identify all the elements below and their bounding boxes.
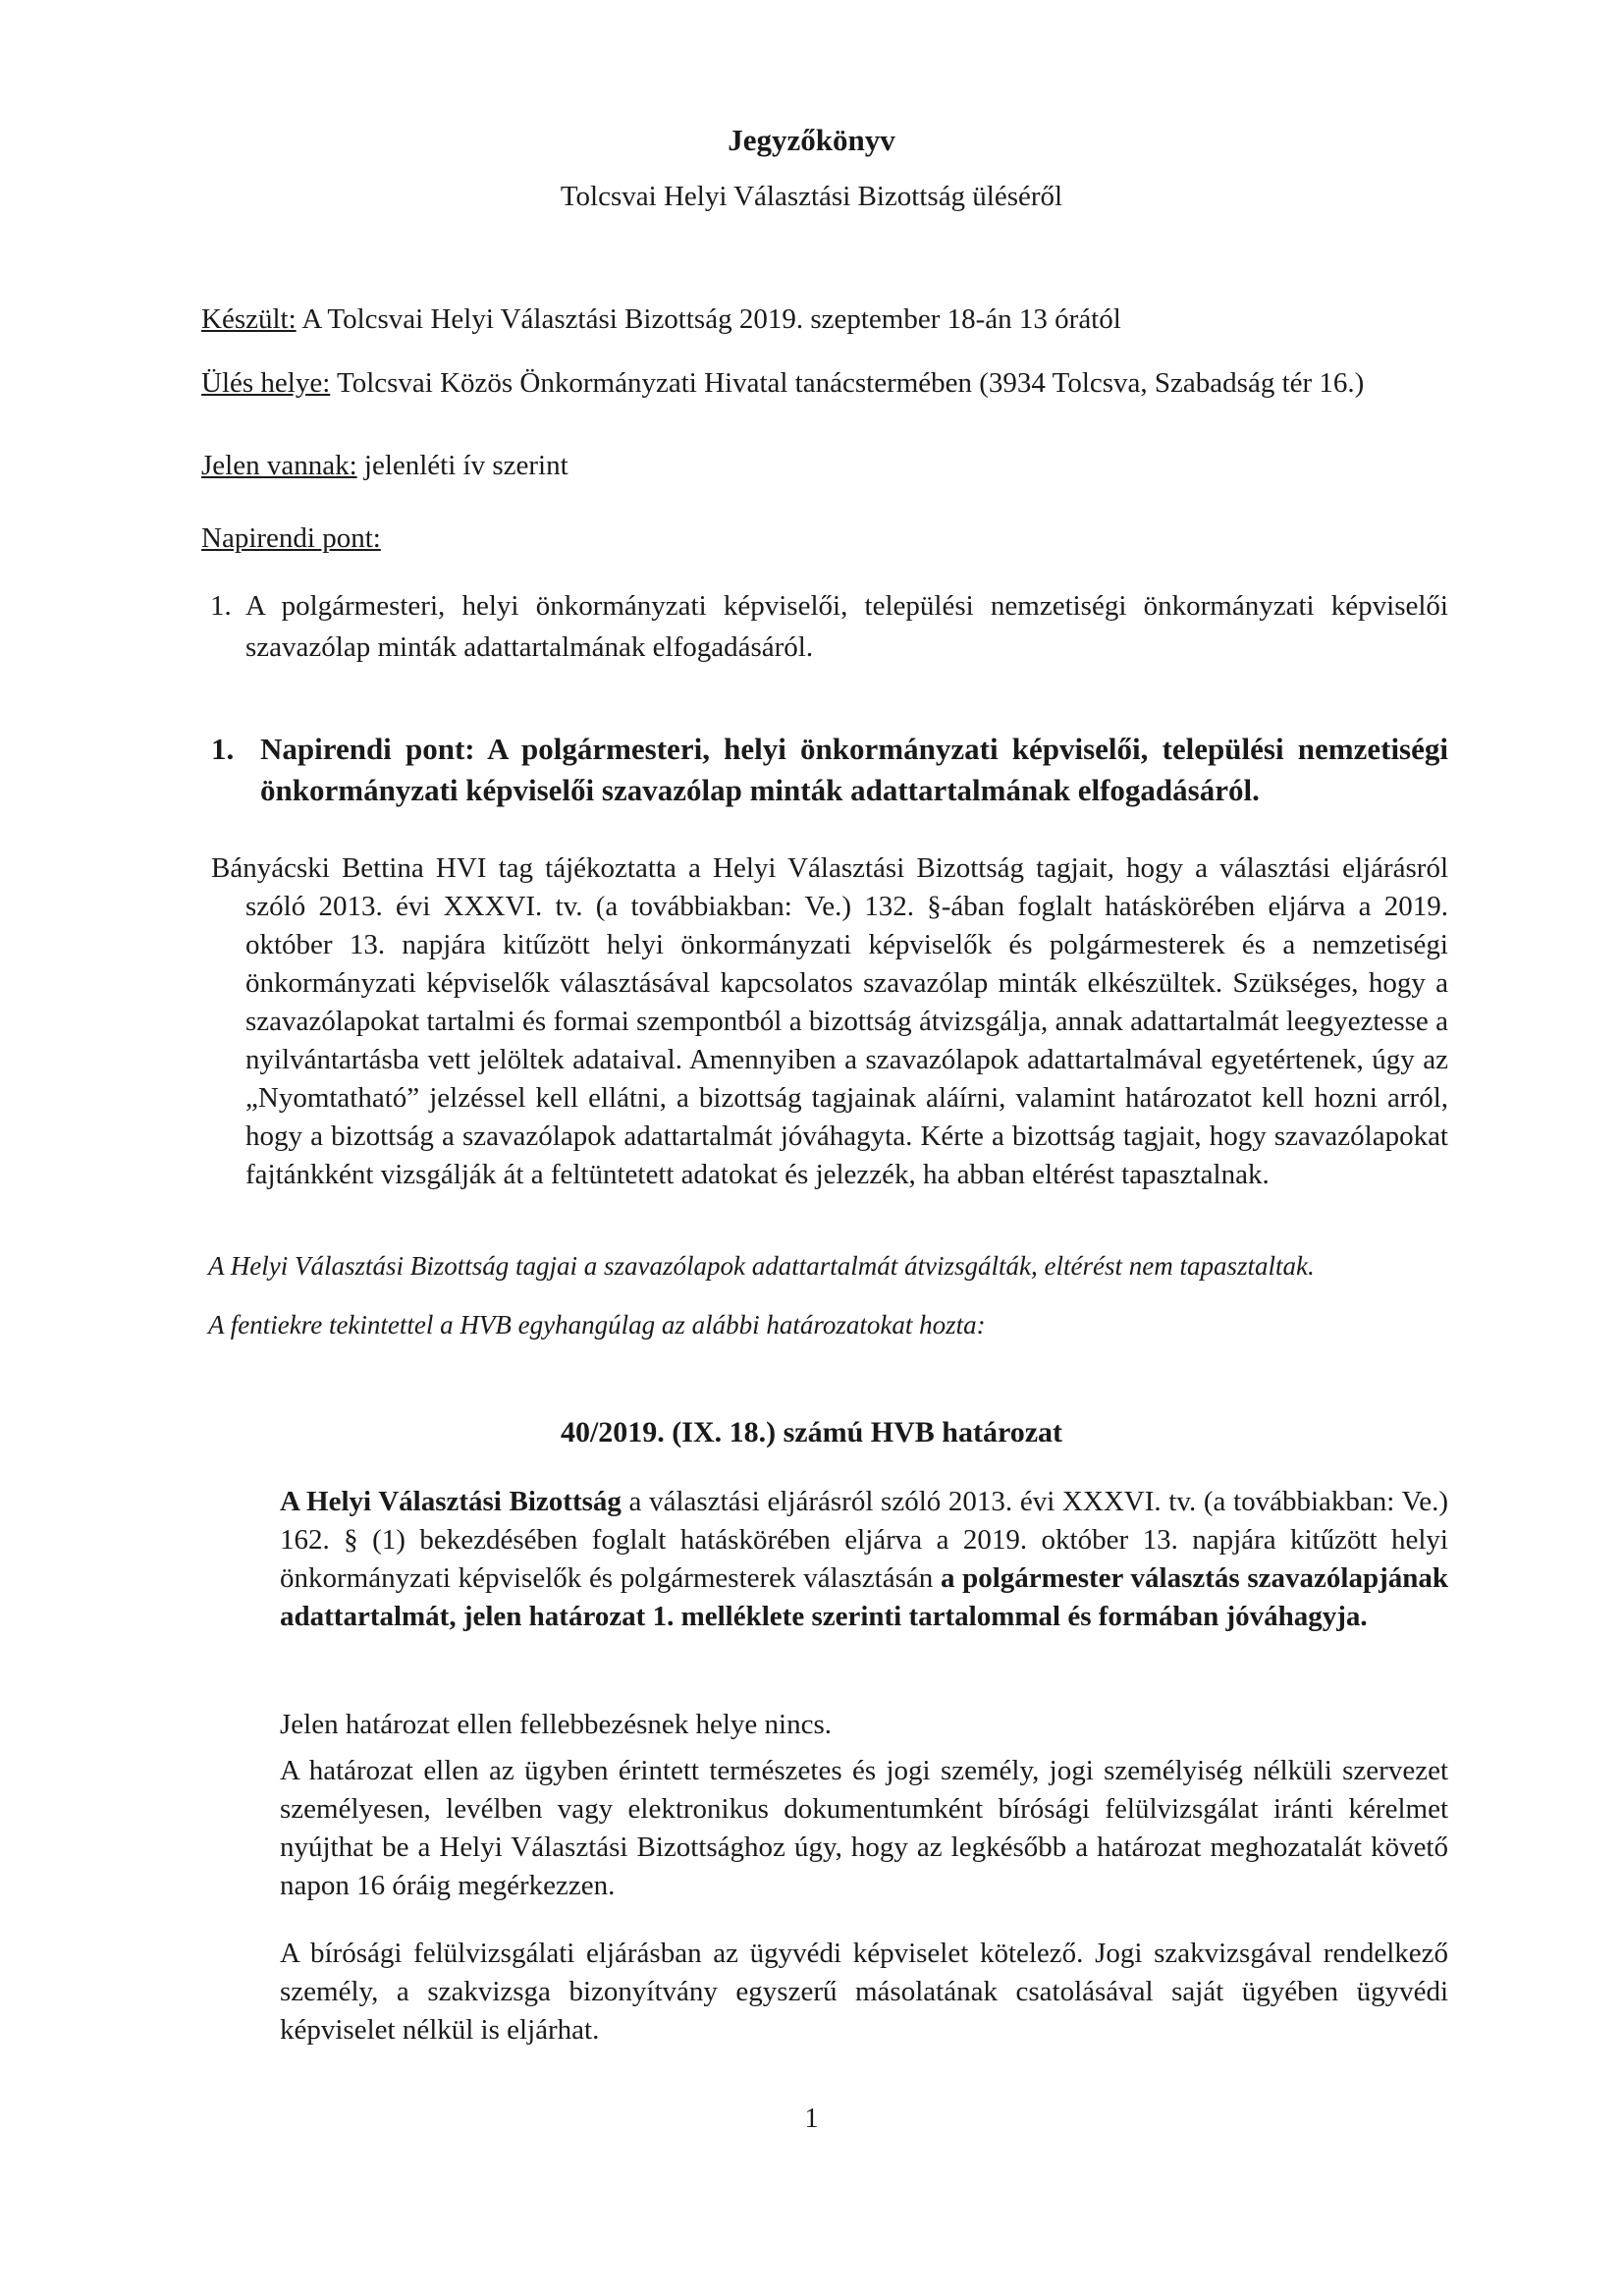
resolution-decision	[280, 1483, 1448, 1636]
meta-present-value: jelenléti ív szerint	[363, 450, 568, 481]
section-heading-text: Napirendi pont: A polgármesteri, helyi önkormányzati képviselői, települési nemzetiségi önkormányzati képviselői szavazólap minták adattartalmának elfogadásáról.	[260, 732, 1448, 807]
resolution-lead-text: a választási eljárásról szóló 2013. évi XXXVI. tv. (a továbbiakban: Ve.) 162. § (1) bekezdésében foglalt hatáskörében eljárva a 2019. október 13. napjára kitűzött helyi önkormányzati képviselők és polgármesterek választásán	[280, 1486, 1449, 1594]
meta-venue-value: Tolcsvai Közös Önkormányzati Hivatal tanácstermében (3934 Tolcsva, Szabadság tér 16.)	[337, 367, 1365, 399]
body-paragraph: Bányácski Bettina HVI tag tájékoztatta a Helyi Választási Bizottság tagjait, hogy a választási eljárásról szóló 2013. évi XXXVI. tv. (a továbbiakban: Ve.) 132. §-ában foglalt hatáskörében eljárva a 2019. október 13. napjára kitűzött helyi önkormányzati képviselők és polgármesterek és a nemzetiségi önkormányzati képviselők választásával kapcsolatos szavazólap minták elkészültek. Szükséges, hogy a szavazólapokat tartalmi és formai szempontból a bizottság átvizsgálja, annak adattartalmát leegyeztesse a nyilvántartásba vett jelöltek adataival. Amennyiben a szavazólapok adattartalmával egyetértenek, úgy az „Nyomtatható” jelzéssel kell ellátni, a bizottság tagjainak aláírni, valamint határozatot kell hozni arról, hogy a bizottság a szavazólapok adattartalmát jóváhagyta. Kérte a bizottság tagjait, hogy szavazólapokat fajtánkként vizsgálják át a feltüntetett adatokat és jelezzék, ha abban eltérést tapasztalnak.	[211, 852, 1448, 1190]
document-subtitle: Tolcsvai Helyi Választási Bizottság üléséről	[560, 181, 1063, 212]
resolution-decision-bold: a polgármester választás szavazólapjának adattartalmát, jelen határozat 1. melléklete szerinti tartalommal és formában jóváhagyja.	[280, 1562, 1448, 1632]
meta-venue-key: Ülés helye:	[201, 367, 331, 399]
meta-prepared	[201, 303, 1121, 336]
meta-present-key: Jelen vannak:	[201, 450, 357, 481]
meta-venue	[201, 367, 1364, 400]
page-number: 1	[804, 2104, 819, 2134]
meta-agenda-heading	[201, 522, 381, 555]
resolution-legal-representation: A bírósági felülvizsgálati eljárásban az ügyvédi képviselet kötelező. Jogi szakvizsgával rendelkező személy, a szakvizsga bizonyítvány egyszerű másolatának csatolásával saját ügyében ügyvédi képviselet nélkül is eljárhat.	[280, 1938, 1448, 2046]
document-title: Jegyzőkönyv	[728, 123, 895, 157]
meta-prepared-key: Készült:	[201, 303, 297, 335]
resolution-judicial-review: A határozat ellen az ügyben érintett természetes és jogi személy, jogi személyiség nélküli szervezet személyesen, levélben vagy elektronikus dokumentumként bírósági felülvizsgálat iránti kérelmet nyújthat be a Helyi Választási Bizottsághoz úgy, hogy az legkésőbb a határozat meghozatalát követő napon 16 óráig megérkezzen.	[280, 1755, 1448, 1901]
resolution-no-appeal: Jelen határozat ellen fellebbezésnek helye nincs.	[280, 1709, 833, 1740]
agenda-list-item	[210, 585, 1448, 668]
resolution-title: 40/2019. (IX. 18.) számú HVB határozat	[560, 1416, 1063, 1449]
meta-prepared-value: A Tolcsvai Helyi Választási Bizottság 2019. szeptember 18-án 13 órától	[301, 303, 1121, 335]
meta-agenda-key: Napirendi pont:	[201, 522, 381, 554]
italic-note-review: A Helyi Választási Bizottság tagjai a szavazólapok adattartalmát átvizsgálták, eltérést nem tapasztaltak.	[208, 1251, 1315, 1281]
agenda-item-number: 1.	[210, 590, 232, 622]
section-heading	[211, 729, 1448, 811]
italic-note-decision: A fentiekre tekintettel a HVB egyhangúlag az alábbi határozatokat hozta:	[208, 1310, 986, 1339]
resolution-lead-bold: A Helyi Választási Bizottság	[280, 1486, 622, 1517]
meta-present	[201, 450, 568, 482]
section-number: 1.	[211, 732, 235, 766]
agenda-item-text: A polgármesteri, helyi önkormányzati képviselői, települési nemzetiségi önkormányzati képviselői szavazólap minták adattartalmának elfogadásáról.	[245, 590, 1448, 663]
